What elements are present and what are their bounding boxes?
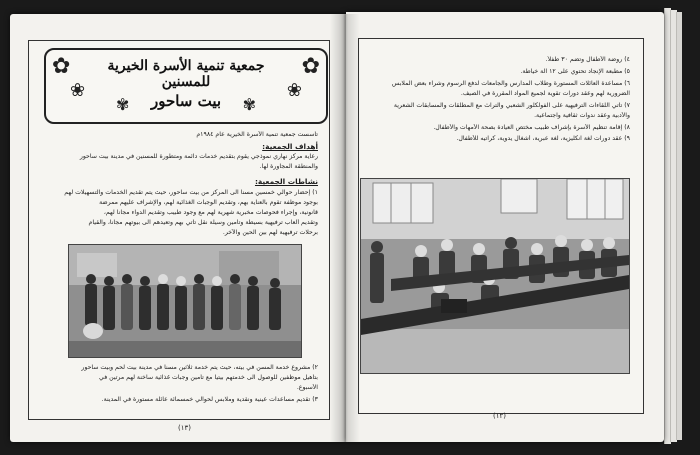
group-photo-elderly: [68, 244, 302, 358]
activities-heading: نشاطات الجمعية:: [254, 177, 318, 186]
page-stack-edge: [676, 12, 682, 440]
project-text-line: ٢) مشروع خدمة المسن في بيته، حيث يتم خدمة ثلاثين مسناً في مدينة بيت لحم وبيت ساحور: [81, 364, 318, 371]
rose-ornament-icon: ✿: [301, 54, 320, 79]
activities-text-line: بوجود موظفة تقوم بالعناية بهم، وتقديم الوجبات الغذائية لهم، والإشراف عليهم ممرضة: [99, 199, 318, 206]
services-text-line: والأدبية وعقد ندوات ثقافية واجتماعية.: [534, 112, 630, 119]
services-text-line: الضرورية لهم وعقد دورات تقوية لجميع المواد المقررة في الصيف.: [460, 90, 630, 97]
rose-ornament-icon: ❀: [70, 80, 86, 101]
rose-ornament-icon: ✾: [116, 95, 130, 114]
page-number-left: (١٣): [178, 424, 191, 432]
activities-text-line: برحلات ترفيهية لهم بين الحين والآخر.: [222, 229, 318, 236]
association-header-box: [44, 48, 328, 124]
services-text-line: ٦) مساعدة العائلات المستورة وطلاب المدارس والجامعات لدفع الرسوم وشراء بعض الملابس: [391, 80, 630, 87]
intro-line: تأسست جمعية تنمية الأسرة الخيرية عام ١٩٨٤م: [196, 131, 318, 138]
rose-ornament-icon: ❀: [286, 80, 302, 101]
goals-heading: أهداف الجمعية:: [262, 142, 318, 151]
project-text-line: ٣) تقديم مساعدات عينية ونقدية وملابس لحوالي خمسمائة عائلة مستورة في المدينة.: [101, 396, 318, 403]
group-photo-illustration: [69, 245, 301, 357]
project-text-line: الأسبوع.: [296, 384, 318, 391]
association-title: جمعية تنمية الأسرة الخيرية للمسنين: [107, 58, 265, 90]
goals-text-line: رعاية مركز نهاري نموذجي يقوم بتقديم خدمات دائمة ومتطورة للمسنين في مدينة بيت ساحور: [79, 153, 318, 160]
activities-text-line: وتقديم ألعاب ترفيهية بسيطة وتأمين وسيلة نقل تأتي بهم وتعيدهم الى بيوتهم مجاناً، والقيام: [88, 219, 318, 226]
activities-text-line: ١) إحضار حوالي خمسين مسناً الى المركز من بيت ساحور، حيث يتم تقديم الخدمات والتسهيلات لهم: [64, 189, 318, 196]
association-city: بيت ساحور: [150, 92, 222, 110]
rose-ornament-icon: ✿: [52, 54, 71, 79]
rose-ornament-icon: ✾: [242, 95, 256, 114]
services-text-line: ٧) تأتي اللقاءات الترفيهية على الفولكلور الشعبي والتراث مع المطلقات والمسابقات الشعرية: [393, 102, 630, 109]
project-text-line: بتأهيل موظفين للوصول الى خدمتهم بيتياً مع تأمين وجبات غذائية ساخنة لهم مرتين في: [99, 374, 318, 381]
services-text-line: ٥) مطبعة الإنجاد تحتوي على ١٢ آلة خياطة.: [520, 68, 630, 75]
page-number-right: (١٢): [493, 412, 506, 420]
activities-text-line: قانونية، وإجراء فحوصات مخبرية شهرية لهم مع وجود طبيب وتقديم الدواء مجاناً لهم،: [103, 209, 318, 216]
classroom-photo: [360, 178, 630, 374]
services-text-line: ٩) عقد دورات لغة انكليزية، لغة عبرية، أشغال يدوية، كراتيه للأطفال.: [456, 135, 630, 142]
goals-text-line: والمنطقة المجاورة لها.: [259, 163, 318, 170]
services-text-line: ٨) إقامة تنظيم الأسرة بإشراف طبيب مختص العيادة بصحة الأمهات والأطفال.: [433, 124, 630, 131]
services-text-line: ٤) روضة الأطفال وتضم ٣٠ طفلاً.: [545, 56, 630, 63]
classroom-photo-illustration: [361, 179, 629, 373]
